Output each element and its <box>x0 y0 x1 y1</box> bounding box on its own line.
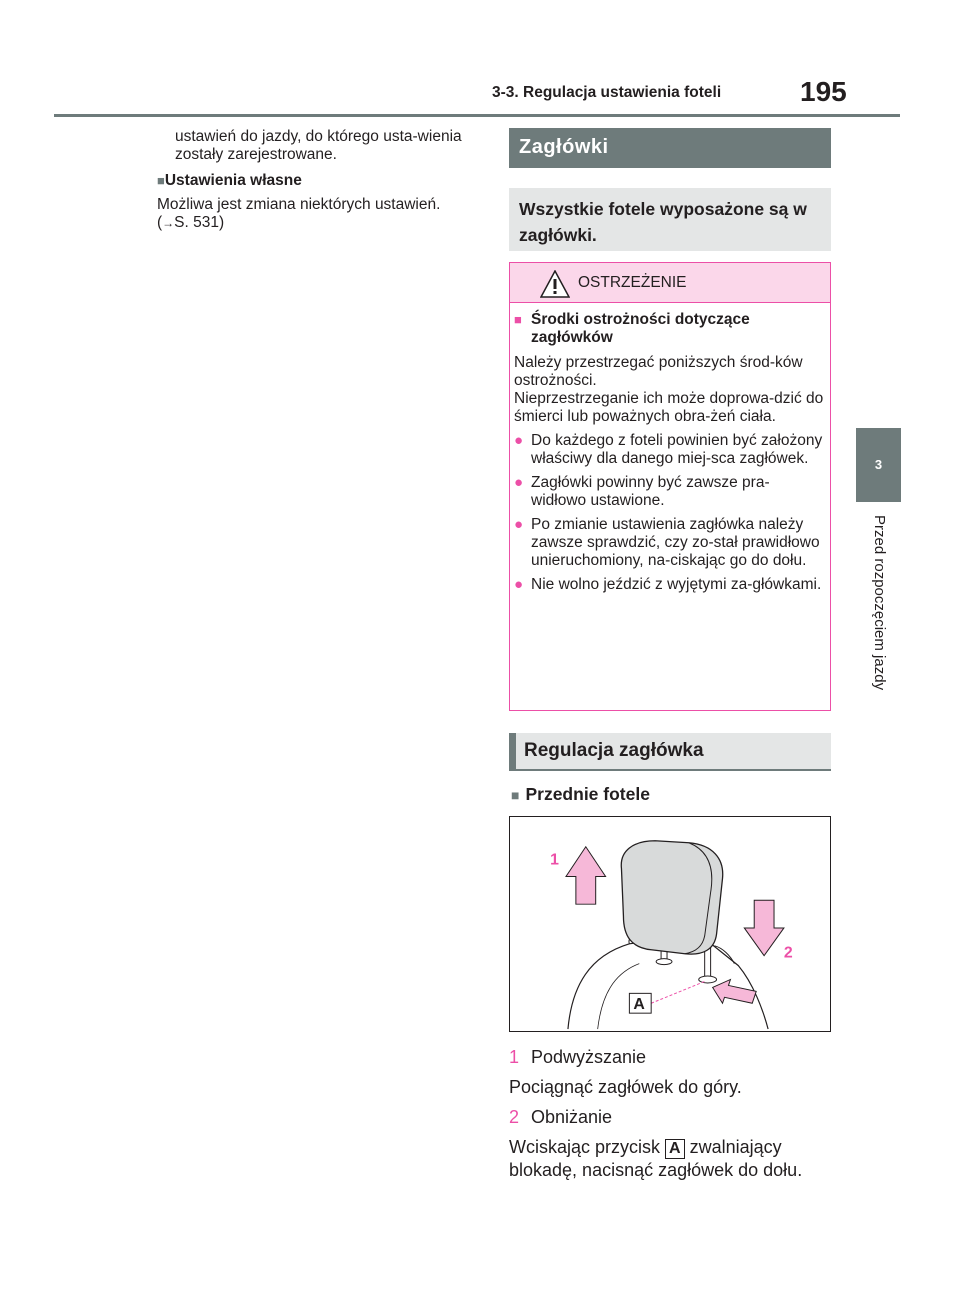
subsection-text: Przednie fotele <box>525 784 650 804</box>
step-description <box>509 1136 839 1181</box>
subheading-text: Ustawienia własne <box>164 172 302 189</box>
warning-box <box>509 262 831 711</box>
figure-label-2: 2 <box>783 944 793 962</box>
left-column <box>157 128 487 232</box>
page-reference-link[interactable]: S. 531) <box>174 214 225 231</box>
bullet-dot-icon: ● <box>514 576 524 593</box>
step-description: Pociągnąć zagłówek do góry. <box>509 1077 742 1097</box>
section-heading: Regulacja zagłówka <box>509 733 831 771</box>
warning-paragraph-1: Należy przestrzegać poniższych środ-ków ostrożności. <box>514 354 803 389</box>
headrest-diagram <box>510 817 830 1031</box>
chapter-label <box>866 515 890 735</box>
square-bullet-icon: ■ <box>157 173 165 188</box>
bullet-dot-icon: ● <box>514 474 524 491</box>
section-title: 3-3. Regulacja ustawienia foteli <box>492 84 722 101</box>
headrest-illustration <box>509 816 831 1032</box>
warning-paragraph <box>514 354 824 426</box>
step-number: 2 <box>509 1107 520 1127</box>
step-description-pre: Wciskając przycisk <box>509 1137 661 1157</box>
subsection-heading <box>511 784 650 805</box>
warning-title: OSTRZEŻENIE <box>578 274 687 291</box>
chapter-label-text: Przed rozpoczęciem jazdy <box>871 515 888 691</box>
step-1 <box>509 1046 839 1068</box>
intro-box: Wszystkie fotele wyposażone są w zagłówki. <box>509 188 831 251</box>
button-a-label: A <box>665 1139 685 1159</box>
adjustment-steps <box>509 1046 839 1189</box>
warning-subheading <box>514 311 824 347</box>
warning-triangle-icon <box>540 270 570 298</box>
chapter-tab: 3 <box>856 428 901 502</box>
step-label: Podwyższanie <box>531 1047 647 1067</box>
list-item-text: Zagłówki powinny być zawsze pra-widłowo ustawione. <box>531 474 770 509</box>
body-text-1: Możliwa jest zmiana niektórych ustawień. <box>157 196 441 213</box>
step-label: Obniżanie <box>531 1107 613 1127</box>
page-title: Zagłówki <box>509 128 831 168</box>
bullet-dot-icon: ● <box>514 516 524 533</box>
figure-label-1: 1 <box>550 851 559 869</box>
body-text: Możliwa jest zmiana niektórych ustawień. (→S. 531) <box>157 196 441 231</box>
bullet-dot-icon: ● <box>514 432 524 449</box>
continuation-text: ustawień do jazdy, do którego usta-wienia zostały zarejestrowane. <box>175 128 462 163</box>
list-item-text: Do każdego z foteli powinien być założony właściwy dla danego miej-sca zagłówek. <box>531 432 823 467</box>
step-number: 1 <box>509 1047 520 1067</box>
list-item-text: Nie wolno jeździć z wyjętymi za-główkami. <box>531 576 822 593</box>
list-item <box>514 516 824 570</box>
square-bullet-icon: ■ <box>511 787 520 803</box>
list-item-text: Po zmianie ustawienia zagłówka należy zawsze sprawdzić, czy zo-stał prawidłowo unieruchomiony, na-ciskając go do dołu. <box>531 516 820 569</box>
figure-label-a: A <box>633 996 645 1014</box>
list-item <box>514 576 824 594</box>
list-item <box>514 474 824 510</box>
arrow-icon: → <box>162 216 175 230</box>
subheading-own-settings <box>157 172 487 190</box>
square-bullet-icon: ■ <box>514 312 522 327</box>
warning-subheading-text: Środki ostrożności dotyczące zagłówków <box>531 311 750 346</box>
header-divider <box>54 114 900 117</box>
warning-header <box>510 263 830 303</box>
page-number: 195 <box>800 76 847 107</box>
step-2 <box>509 1106 839 1128</box>
list-item <box>514 432 824 468</box>
warning-body <box>510 303 830 594</box>
warning-paragraph-2: Nieprzestrzeganie ich może doprowa-dzić do śmierci lub poważnych obra-żeń ciała. <box>514 390 824 425</box>
step-description-post: zwalniający blokadę, nacisnąć zagłówek do dołu. <box>509 1137 803 1180</box>
